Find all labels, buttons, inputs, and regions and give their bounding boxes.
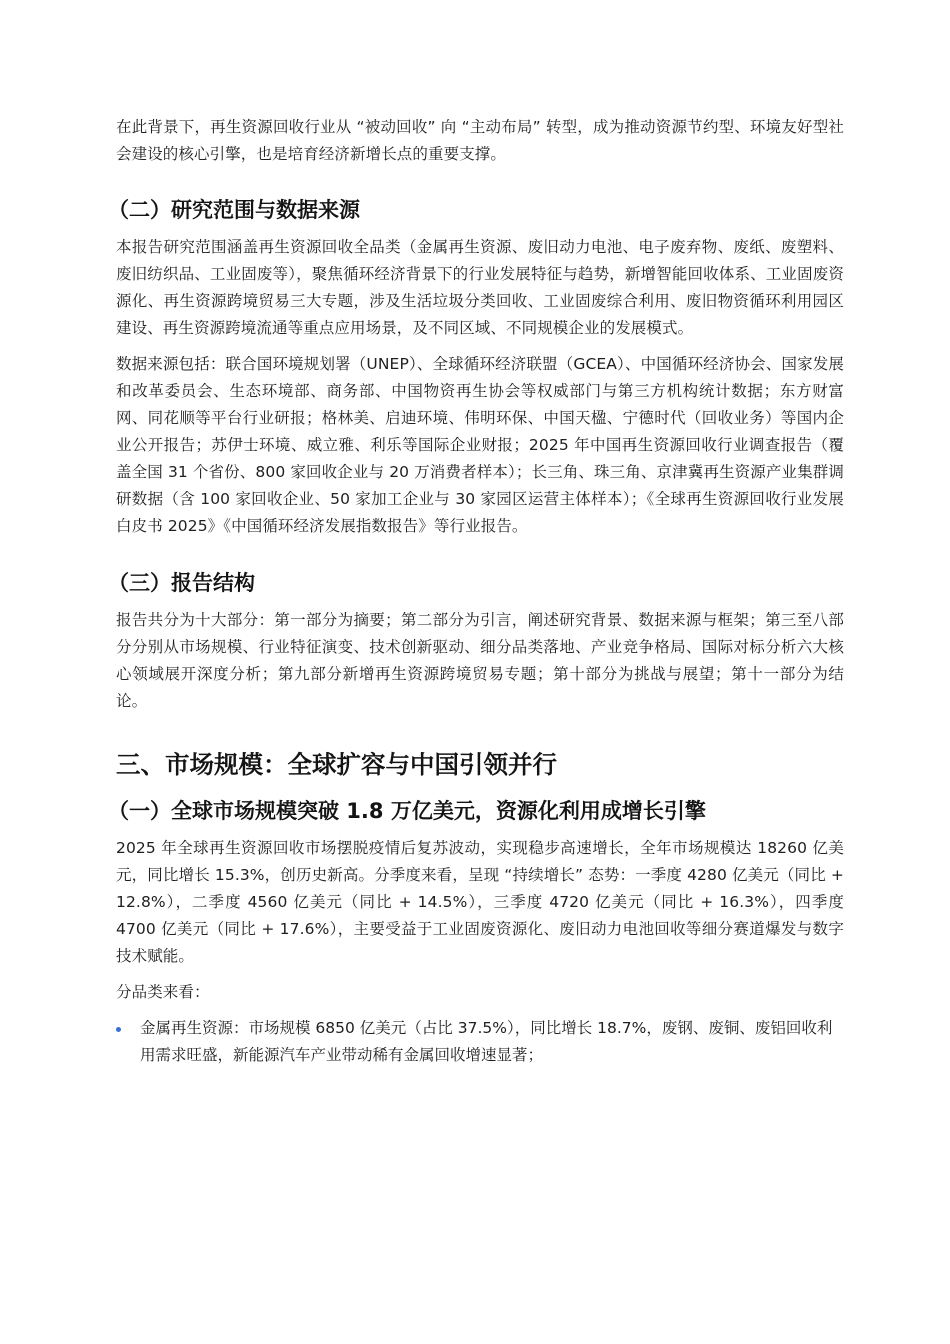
paragraph-market-size: 2025 年全球再生资源回收市场摆脱疫情后复苏波动，实现稳步高速增长，全年市场规模达 18260 亿美元，同比增长 15.3%，创历史新高。分季度来看，呈现 “持续增长” 态势：一季度 4280 亿美元（同比 + 12.8%），二季度 4560 亿美元（同比 + 14.5%），三季度 4720 亿美元（同比 + 16.3%），四季度 4700 亿美元（同比 + 17.6%），主要受益于工业固废资源化、废旧动力电池回收等细分赛道爆发与数字技术赋能。 — [116, 839, 844, 965]
paragraph-scope: 本报告研究范围涵盖再生资源回收全品类（金属再生资源、废旧动力电池、电子废弃物、废纸、废塑料、废旧纺织品、工业固废等），聚焦循环经济背景下的行业发展特征与趋势，新增智能回收体系、工业固废资源化、再生资源跨境贸易三大专题，涉及生活垃圾分类回收、工业固废综合利用、废旧物资循环利用园区建设、再生资源跨境流通等重点应用场景，及不同区域、不同规模企业的发展模式。 — [116, 238, 844, 337]
chapter-title-market-size: 三、市场规模：全球扩容与中国引领并行 — [116, 750, 557, 779]
heading-report-structure: （三）报告结构 — [108, 571, 255, 595]
document-page — [108, 114, 844, 1069]
bullet-dot-icon — [116, 1027, 121, 1032]
paragraph-structure: 报告共分为十大部分：第一部分为摘要；第二部分为引言，阐述研究背景、数据来源与框架；第三至八部分分别从市场规模、行业特征演变、技术创新驱动、细分品类落地、产业竞争格局、国际对标分析六大核心领域展开深度分析；第九部分新增再生资源跨境贸易专题；第十部分为挑战与展望；第十一部分为结论。 — [116, 611, 844, 710]
paragraph-by-category: 分品类来看： — [116, 983, 210, 1001]
paragraph-data-sources: 数据来源包括：联合国环境规划署（UNEP）、全球循环经济联盟（GCEA）、中国循环经济协会、国家发展和改革委员会、生态环境部、商务部、中国物资再生协会等权威部门与第三方机构统计数据；东方财富网、同花顺等平台行业研报；格林美、启迪环境、伟明环保、中国天楹、宁德时代（回收业务）等国内企业公开报告；苏伊士环境、威立雅、利乐等国际企业财报；2025 年中国再生资源回收行业调查报告（覆盖全国 31 个省份、800 家回收企业与 20 万消费者样本）；长三角、珠三角、京津冀再生资源产业集群调研数据（含 100 家回收企业、50 家加工企业与 30 家园区运营主体样本）；《全球再生资源回收行业发展白皮书 2025》《中国循环经济发展指数报告》等行业报告。 — [116, 355, 844, 535]
list-item — [116, 1015, 844, 1069]
heading-global-market: （一）全球市场规模突破 1.8 万亿美元，资源化利用成增长引擎 — [108, 799, 706, 823]
heading-research-scope: （二）研究范围与数据来源 — [108, 198, 360, 222]
list-item-text: 金属再生资源：市场规模 6850 亿美元（占比 37.5%），同比增长 18.7%，废钢、废铜、废铝回收利用需求旺盛，新能源汽车产业带动稀有金属回收增速显著； — [140, 1019, 833, 1064]
paragraph-intro-tail: 在此背景下，再生资源回收行业从 “被动回收” 向 “主动布局” 转型，成为推动资源节约型、环境友好型社会建设的核心引擎，也是培育经济新增长点的重要支撑。 — [116, 118, 844, 163]
category-list — [116, 1015, 844, 1069]
